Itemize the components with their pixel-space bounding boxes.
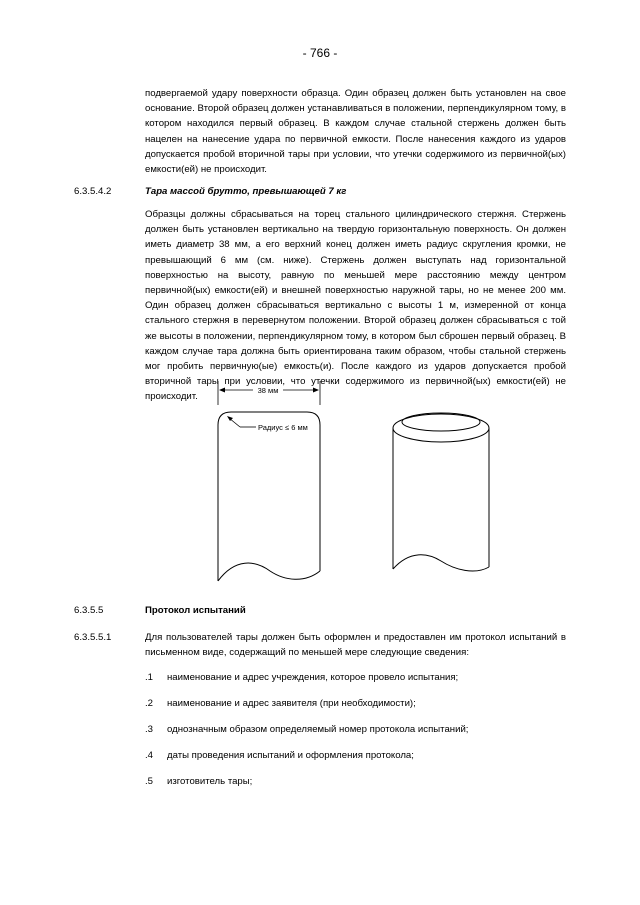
diameter-label: 38 мм	[257, 386, 279, 395]
steel-rod-figure	[0, 375, 640, 595]
list-item-text: наименование и адрес заявителя (при необходимости);	[167, 698, 416, 709]
rod-side-view	[218, 381, 320, 581]
section-title-gross-mass: Тара массой брутто, превышающей 7 кг	[145, 186, 347, 197]
list-item-text: однозначным образом определяемый номер протокола испытаний;	[167, 724, 469, 735]
rod-perspective-view	[393, 413, 489, 571]
list-item-text: даты проведения испытаний и оформления протокола;	[167, 750, 414, 761]
list-item-text: изготовитель тары;	[167, 776, 253, 787]
section-body-gross-mass: Образцы должны сбрасываться на торец стального цилиндрического стержня. Стержень должен быть установлен вертикально на твердую горизонтальную поверхность. Он должен иметь диаметр 38 мм, а его верхний конец должен иметь радиус скругления кромки, не превышающий 6 мм (см. ниже). Стержень должен выступать над горизонтальной поверхностью на высоту, равную по меньшей мере расстоянию между центром первичной(ых) емкости(ей) и внешней поверхностью наружной тары, но не менее 200 мм. Один образец должен сбрасываться вертикально с высоты 1 м, измеренной от конца стального стержня в перевернутом положении. Второй образец должен сбрасываться с той же высоты в положении, перпендикулярном тому, в котором был сброшен первый образец. В каждом случае тара должна быть ориентирована таким образом, чтобы стальной стержень мог пробить первичную(ые) емкость(и). После каждого из ударов допускается пробой вторичной тары при условии, что утечки содержимого из первичной(ых) емкости(ей) не происходит.	[145, 209, 566, 403]
section-body-test-report: Для пользователей тары должен быть оформлен и предоставлен им протокол испытаний в письменном виде, содержащий по меньшей мере следующие сведения:	[145, 632, 566, 659]
section-number-6-3-5-5-1: 6.3.5.5.1	[74, 632, 112, 643]
list-item-number: .1	[145, 672, 154, 683]
list-item-number: .2	[145, 698, 154, 709]
list-item-number: .4	[145, 750, 154, 761]
intro-paragraph: подвергаемой удару поверхности образца. Один образец должен быть установлен на свое основание. Второй образец должен устанавливаться в положении, перпендикулярном тому, в котором находился первый образец. В каждом случае стальной стержень должен быть нацелен на нанесение удара по первичной емкости. После нанесения каждого из ударов допускается пробой вторичной тары при условии, что утечки содержимого из первичной(ых) емкости(ей) не происходит.	[145, 88, 566, 176]
radius-label: Радиус ≤ 6 мм	[258, 423, 308, 432]
list-item-text: наименование и адрес учреждения, которое провело испытания;	[167, 672, 459, 683]
list-item-number: .3	[145, 724, 154, 735]
list-item-number: .5	[145, 776, 154, 787]
page-number: - 766 -	[302, 46, 338, 60]
section-title-test-report: Протокол испытаний	[145, 605, 246, 616]
section-number-6-3-5-4-2: 6.3.5.4.2	[74, 186, 112, 197]
section-number-6-3-5-5: 6.3.5.5	[74, 605, 104, 616]
